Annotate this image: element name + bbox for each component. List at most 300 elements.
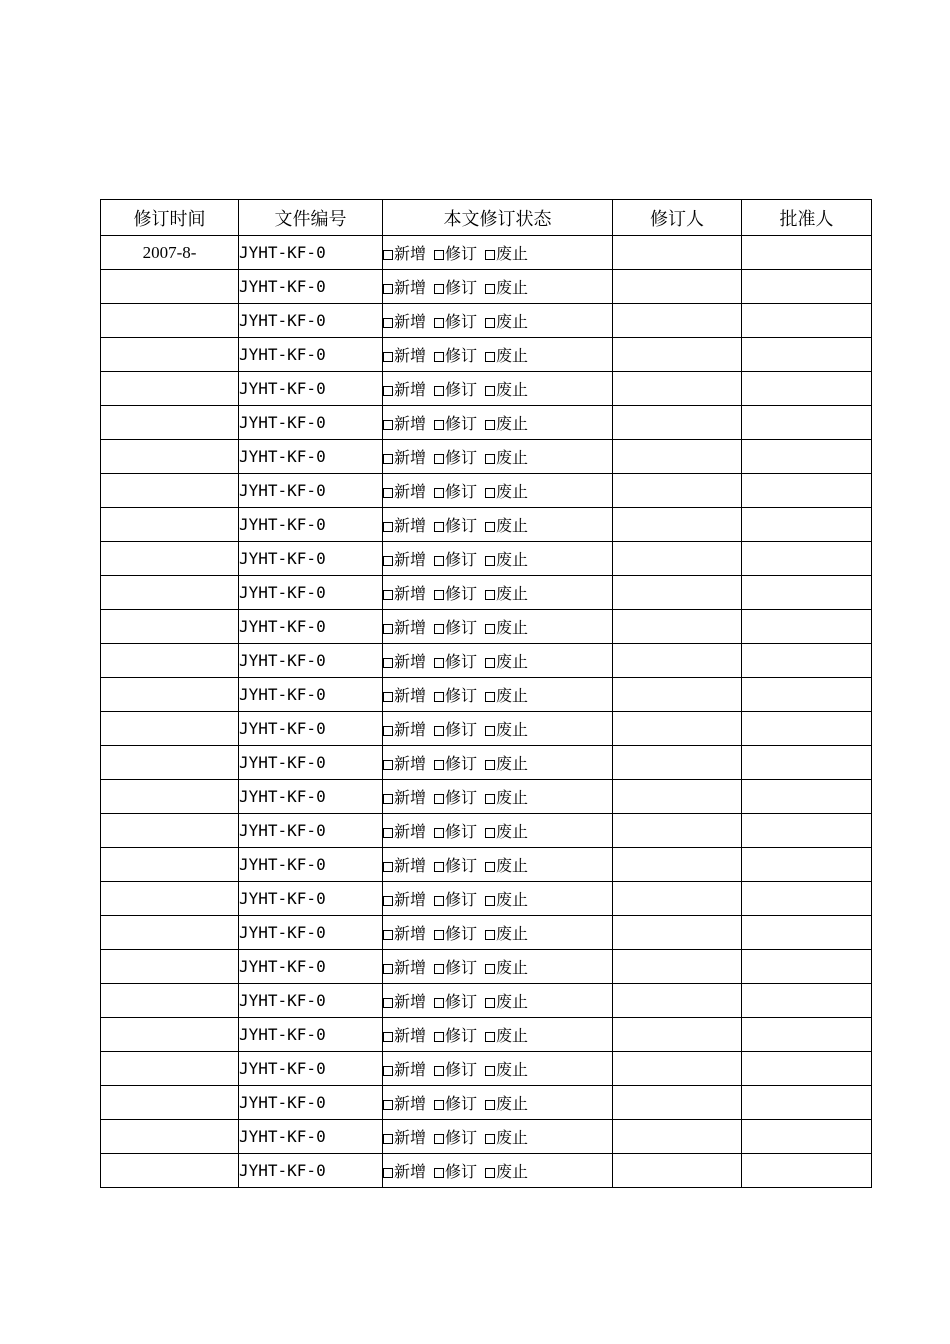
checkbox-icon[interactable] [434,1134,444,1144]
status-option-label: 新增 [394,312,427,331]
status-option-label: 新增 [394,924,427,943]
status-option-label: 修订 [445,856,478,875]
status-option-label: 修订 [445,720,478,739]
checkbox-icon[interactable] [383,1032,393,1042]
table-header-row [101,200,872,236]
approver-cell [742,1154,872,1188]
status-option-abolish[interactable] [485,241,528,264]
checkbox-icon[interactable] [434,318,444,328]
checkbox-icon[interactable] [383,794,393,804]
checkbox-icon[interactable] [434,488,444,498]
checkbox-icon[interactable] [485,658,495,668]
checkbox-icon[interactable] [434,1168,444,1178]
checkbox-icon[interactable] [485,454,495,464]
table-row [101,508,872,542]
status-option-abolish[interactable] [485,819,528,842]
checkbox-icon[interactable] [485,1066,495,1076]
checkbox-icon[interactable] [485,930,495,940]
checkbox-icon[interactable] [383,352,393,362]
status-option-abolish[interactable] [485,309,528,332]
checkbox-icon[interactable] [434,760,444,770]
checkbox-icon[interactable] [485,352,495,362]
checkbox-icon[interactable] [485,896,495,906]
status-option-revise[interactable] [434,1125,477,1148]
checkbox-icon[interactable] [434,998,444,1008]
status-option-label: 废止 [496,754,529,773]
status-option-label: 新增 [394,1060,427,1079]
checkbox-icon[interactable] [485,1032,495,1042]
checkbox-icon[interactable] [383,862,393,872]
status-option-abolish[interactable] [485,785,528,808]
reviser-cell [613,338,742,372]
status-option-label: 修订 [445,1128,478,1147]
status-option-label: 新增 [394,584,427,603]
table-row [101,270,872,304]
checkbox-icon[interactable] [485,522,495,532]
table-row [101,1086,872,1120]
reviser-cell [613,474,742,508]
status-option-revise[interactable] [434,1023,477,1046]
approver-cell [742,882,872,916]
status-option-label: 废止 [496,686,529,705]
revision-record-table [100,199,872,1188]
status-option-revise[interactable] [434,547,477,570]
status-option-new[interactable] [383,1159,426,1182]
status-option-revise[interactable] [434,581,477,604]
approver-cell [742,1018,872,1052]
checkbox-icon[interactable] [383,896,393,906]
revision-status-cell [383,542,613,576]
status-option-abolish[interactable] [485,513,528,536]
checkbox-icon[interactable] [485,964,495,974]
reviser-cell [613,984,742,1018]
table-row [101,746,872,780]
checkbox-icon[interactable] [383,1134,393,1144]
checkbox-icon[interactable] [485,862,495,872]
checkbox-icon[interactable] [485,250,495,260]
checkbox-icon[interactable] [434,658,444,668]
status-option-label: 修订 [445,1026,478,1045]
checkbox-icon[interactable] [383,250,393,260]
approver-cell [742,508,872,542]
status-option-revise[interactable] [434,513,477,536]
status-option-label: 新增 [394,686,427,705]
checkbox-icon[interactable] [434,930,444,940]
checkbox-icon[interactable] [434,556,444,566]
status-option-revise[interactable] [434,241,477,264]
status-option-abolish[interactable] [485,887,528,910]
status-option-new[interactable] [383,683,426,706]
status-option-label: 废止 [496,516,529,535]
status-option-revise[interactable] [434,989,477,1012]
status-option-label: 修订 [445,448,478,467]
status-option-new[interactable] [383,581,426,604]
reviser-cell [613,644,742,678]
table-row [101,1154,872,1188]
status-option-label: 废止 [496,1128,529,1147]
reviser-cell [613,1052,742,1086]
checkbox-icon[interactable] [383,1168,393,1178]
approver-cell [742,916,872,950]
checkbox-icon[interactable] [383,454,393,464]
status-option-revise[interactable] [434,683,477,706]
status-option-new[interactable] [383,921,426,944]
reviser-cell [613,1018,742,1052]
status-option-new[interactable] [383,785,426,808]
reviser-cell [613,576,742,610]
status-option-new[interactable] [383,751,426,774]
reviser-cell [613,1120,742,1154]
status-option-label: 修订 [445,1060,478,1079]
checkbox-icon[interactable] [485,794,495,804]
status-option-label: 废止 [496,550,529,569]
status-option-abolish[interactable] [485,989,528,1012]
table-row [101,406,872,440]
status-option-new[interactable] [383,819,426,842]
table-row [101,780,872,814]
status-option-new[interactable] [383,1125,426,1148]
reviser-cell [613,1086,742,1120]
status-option-new[interactable] [383,377,426,400]
status-option-label: 修订 [445,924,478,943]
status-option-revise[interactable] [434,649,477,672]
status-option-label: 修订 [445,618,478,637]
status-option-abolish[interactable] [485,411,528,434]
status-option-revise[interactable] [434,445,477,468]
checkbox-icon[interactable] [434,1100,444,1110]
checkbox-icon[interactable] [383,760,393,770]
checkbox-icon[interactable] [383,1100,393,1110]
status-option-label: 废止 [496,958,529,977]
status-option-label: 新增 [394,754,427,773]
checkbox-icon[interactable] [434,386,444,396]
header-approver: 批准人 [742,200,872,236]
status-option-abolish[interactable] [485,615,528,638]
table-row [101,984,872,1018]
status-option-abolish[interactable] [485,1125,528,1148]
checkbox-icon[interactable] [434,420,444,430]
status-option-label: 废止 [496,346,529,365]
file-number-cell: JYHT-KF-0 [239,372,383,406]
status-option-abolish[interactable] [485,1023,528,1046]
status-option-new[interactable] [383,649,426,672]
revision-time-cell [101,1154,239,1188]
checkbox-icon[interactable] [485,488,495,498]
status-option-abolish[interactable] [485,853,528,876]
revision-status-cell [383,304,613,338]
checkbox-icon[interactable] [383,624,393,634]
checkbox-icon[interactable] [485,386,495,396]
checkbox-icon[interactable] [434,250,444,260]
checkbox-icon[interactable] [434,454,444,464]
status-option-new[interactable] [383,547,426,570]
revision-time-cell [101,644,239,678]
checkbox-icon[interactable] [485,828,495,838]
checkbox-icon[interactable] [383,488,393,498]
checkbox-icon[interactable] [434,794,444,804]
file-number-cell: JYHT-KF-0 [239,916,383,950]
file-number-cell: JYHT-KF-0 [239,950,383,984]
checkbox-icon[interactable] [383,692,393,702]
status-option-revise[interactable] [434,343,477,366]
checkbox-icon[interactable] [383,318,393,328]
status-option-new[interactable] [383,513,426,536]
approver-cell [742,542,872,576]
status-option-new[interactable] [383,309,426,332]
checkbox-icon[interactable] [434,726,444,736]
revision-status-cell [383,270,613,304]
status-option-revise[interactable] [434,1091,477,1114]
status-option-label: 废止 [496,924,529,943]
status-option-label: 废止 [496,1026,529,1045]
status-option-new[interactable] [383,717,426,740]
file-number-cell: JYHT-KF-0 [239,304,383,338]
checkbox-icon[interactable] [485,420,495,430]
checkbox-icon[interactable] [485,590,495,600]
table-row [101,644,872,678]
approver-cell [742,712,872,746]
status-option-new[interactable] [383,989,426,1012]
status-option-new[interactable] [383,1023,426,1046]
approver-cell [742,984,872,1018]
revision-status-cell [383,746,613,780]
revision-status-cell [383,508,613,542]
status-option-label: 修订 [445,278,478,297]
checkbox-icon[interactable] [434,1032,444,1042]
status-option-label: 废止 [496,822,529,841]
status-option-abolish[interactable] [485,479,528,502]
revision-time-cell [101,1120,239,1154]
status-option-label: 新增 [394,856,427,875]
file-number-cell: JYHT-KF-0 [239,576,383,610]
status-option-new[interactable] [383,343,426,366]
revision-status-cell [383,610,613,644]
checkbox-icon[interactable] [434,284,444,294]
reviser-cell [613,440,742,474]
status-option-abolish[interactable] [485,921,528,944]
status-option-abolish[interactable] [485,649,528,672]
checkbox-icon[interactable] [383,590,393,600]
approver-cell [742,780,872,814]
checkbox-icon[interactable] [383,386,393,396]
status-option-new[interactable] [383,853,426,876]
approver-cell [742,814,872,848]
status-option-new[interactable] [383,275,426,298]
revision-status-cell [383,644,613,678]
status-option-label: 废止 [496,380,529,399]
revision-status-cell [383,406,613,440]
checkbox-icon[interactable] [383,284,393,294]
approver-cell [742,338,872,372]
status-option-revise[interactable] [434,1057,477,1080]
status-option-revise[interactable] [434,275,477,298]
checkbox-icon[interactable] [383,998,393,1008]
reviser-cell [613,712,742,746]
status-option-label: 修订 [445,482,478,501]
file-number-cell: JYHT-KF-0 [239,644,383,678]
status-option-abolish[interactable] [485,683,528,706]
status-option-label: 新增 [394,958,427,977]
approver-cell [742,644,872,678]
file-number-cell: JYHT-KF-0 [239,1086,383,1120]
status-option-abolish[interactable] [485,445,528,468]
checkbox-icon[interactable] [434,828,444,838]
revision-time-cell [101,814,239,848]
status-option-new[interactable] [383,1057,426,1080]
status-option-revise[interactable] [434,819,477,842]
checkbox-icon[interactable] [383,420,393,430]
table-row [101,814,872,848]
checkbox-icon[interactable] [434,1066,444,1076]
checkbox-icon[interactable] [485,692,495,702]
reviser-cell [613,610,742,644]
status-option-label: 新增 [394,516,427,535]
checkbox-icon[interactable] [485,1100,495,1110]
status-option-revise[interactable] [434,615,477,638]
status-option-revise[interactable] [434,955,477,978]
status-option-new[interactable] [383,615,426,638]
status-option-abolish[interactable] [485,1057,528,1080]
status-option-revise[interactable] [434,411,477,434]
revision-status-cell [383,678,613,712]
approver-cell [742,746,872,780]
checkbox-icon[interactable] [434,590,444,600]
status-option-abolish[interactable] [485,751,528,774]
status-option-new[interactable] [383,411,426,434]
status-option-label: 修订 [445,1162,478,1181]
revision-status-cell [383,712,613,746]
checkbox-icon[interactable] [485,318,495,328]
status-option-label: 新增 [394,618,427,637]
status-option-revise[interactable] [434,377,477,400]
checkbox-icon[interactable] [485,284,495,294]
status-option-label: 新增 [394,482,427,501]
checkbox-icon[interactable] [383,522,393,532]
status-option-abolish[interactable] [485,343,528,366]
revision-status-cell [383,848,613,882]
status-option-label: 新增 [394,380,427,399]
file-number-cell: JYHT-KF-0 [239,542,383,576]
reviser-cell [613,950,742,984]
reviser-cell [613,882,742,916]
checkbox-icon[interactable] [434,352,444,362]
checkbox-icon[interactable] [383,726,393,736]
reviser-cell [613,508,742,542]
reviser-cell [613,406,742,440]
status-option-label: 修订 [445,754,478,773]
checkbox-icon[interactable] [383,556,393,566]
status-option-label: 修订 [445,346,478,365]
status-option-abolish[interactable] [485,955,528,978]
checkbox-icon[interactable] [383,1066,393,1076]
status-option-abolish[interactable] [485,377,528,400]
revision-status-cell [383,950,613,984]
approver-cell [742,1120,872,1154]
status-option-label: 新增 [394,992,427,1011]
status-option-label: 废止 [496,618,529,637]
checkbox-icon[interactable] [434,624,444,634]
checkbox-icon[interactable] [434,522,444,532]
status-option-revise[interactable] [434,1159,477,1182]
table-row [101,576,872,610]
file-number-cell: JYHT-KF-0 [239,474,383,508]
reviser-cell [613,780,742,814]
status-option-revise[interactable] [434,479,477,502]
file-number-cell: JYHT-KF-0 [239,270,383,304]
table-row [101,542,872,576]
revision-time-cell [101,508,239,542]
status-option-revise[interactable] [434,887,477,910]
status-option-new[interactable] [383,445,426,468]
checkbox-icon[interactable] [485,998,495,1008]
status-option-abolish[interactable] [485,1159,528,1182]
checkbox-icon[interactable] [485,1134,495,1144]
status-option-revise[interactable] [434,921,477,944]
revision-time-cell [101,338,239,372]
approver-cell [742,474,872,508]
status-option-revise[interactable] [434,853,477,876]
status-option-new[interactable] [383,887,426,910]
status-option-new[interactable] [383,955,426,978]
reviser-cell [613,1154,742,1188]
checkbox-icon[interactable] [485,624,495,634]
checkbox-icon[interactable] [485,556,495,566]
status-option-abolish[interactable] [485,581,528,604]
status-option-new[interactable] [383,241,426,264]
file-number-cell: JYHT-KF-0 [239,882,383,916]
revision-status-cell [383,780,613,814]
reviser-cell [613,542,742,576]
status-option-label: 新增 [394,448,427,467]
status-option-label: 废止 [496,720,529,739]
status-option-revise[interactable] [434,751,477,774]
status-option-revise[interactable] [434,309,477,332]
status-option-abolish[interactable] [485,275,528,298]
revision-time-cell [101,406,239,440]
checkbox-icon[interactable] [434,862,444,872]
checkbox-icon[interactable] [485,760,495,770]
checkbox-icon[interactable] [434,692,444,702]
revision-time-cell [101,916,239,950]
revision-time-cell [101,984,239,1018]
table-row [101,1018,872,1052]
file-number-cell: JYHT-KF-0 [239,678,383,712]
checkbox-icon[interactable] [434,896,444,906]
reviser-cell [613,678,742,712]
file-number-cell: JYHT-KF-0 [239,984,383,1018]
status-option-label: 废止 [496,856,529,875]
status-option-abolish[interactable] [485,1091,528,1114]
status-option-new[interactable] [383,479,426,502]
status-option-abolish[interactable] [485,547,528,570]
checkbox-icon[interactable] [434,964,444,974]
checkbox-icon[interactable] [383,964,393,974]
revision-status-cell [383,1086,613,1120]
revision-time-cell [101,882,239,916]
status-option-new[interactable] [383,1091,426,1114]
checkbox-icon[interactable] [485,726,495,736]
revision-time-cell [101,1018,239,1052]
checkbox-icon[interactable] [383,658,393,668]
status-option-revise[interactable] [434,717,477,740]
checkbox-icon[interactable] [485,1168,495,1178]
checkbox-icon[interactable] [383,930,393,940]
status-option-revise[interactable] [434,785,477,808]
checkbox-icon[interactable] [383,828,393,838]
approver-cell [742,950,872,984]
status-option-label: 新增 [394,1026,427,1045]
status-option-abolish[interactable] [485,717,528,740]
